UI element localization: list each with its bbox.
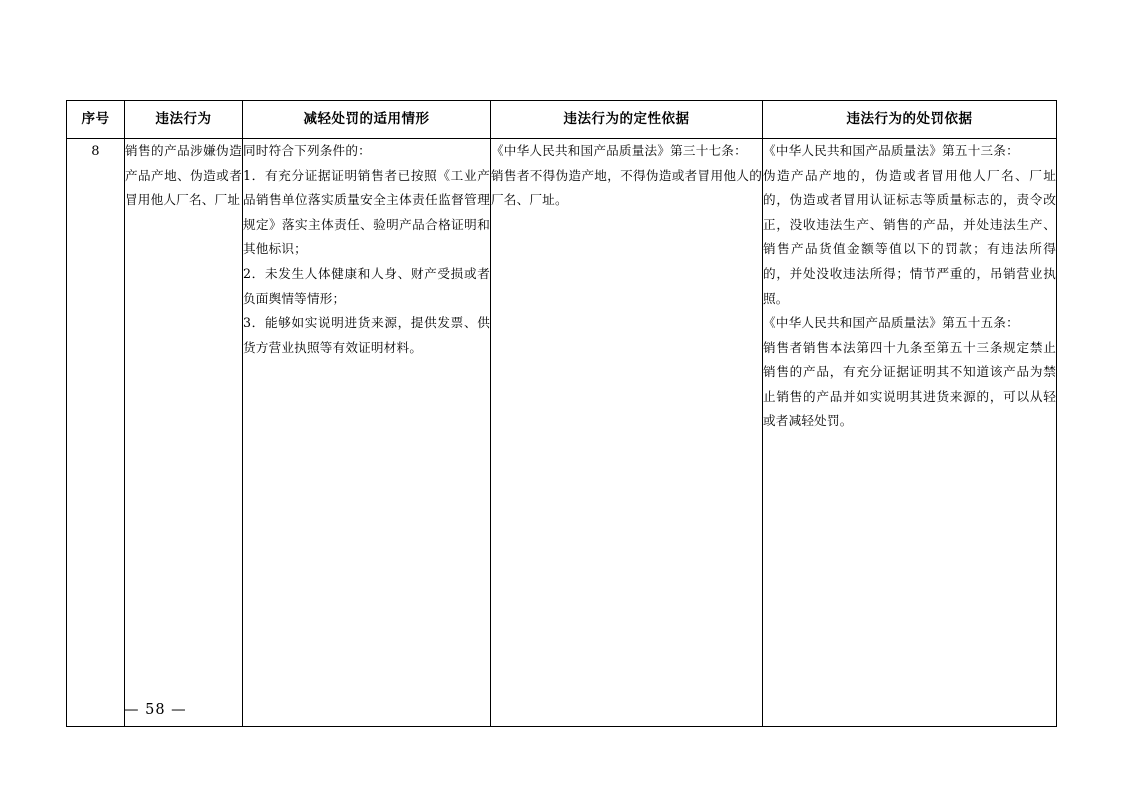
cell-mitigation-conditions: [243, 139, 491, 727]
penalty-text-53: 伪造产品产地的，伪造或者冒用他人厂名、厂址的，伪造或者冒用认证标志等质量标志的，责令改正，没收违法生产、销售的产品，并处违法生产、销售产品货值金额等值以下的罚款；有违法所得的，并处没收违法所得；情节严重的，吊销营业执照。: [763, 167, 1056, 306]
cell-sequence-number: 8: [67, 139, 125, 727]
penalty-text-55: 销售者销售本法第四十九条至第五十三条规定禁止销售的产品，有充分证据证明其不知道该产品为禁止销售的产品并如实说明其进货来源的，可以从轻或者减轻处罚。: [763, 339, 1056, 429]
qualification-article: 《中华人民共和国产品质量法》第三十七条：: [491, 143, 747, 159]
header-qualification-basis: 违法行为的定性依据: [491, 101, 763, 139]
penalty-article-55: 《中华人民共和国产品质量法》第五十五条：: [763, 315, 1019, 331]
violations-table: [66, 100, 1057, 727]
cell-penalty-basis: [763, 139, 1057, 727]
header-seq: 序号: [67, 101, 125, 139]
cell-qualification-basis: [491, 139, 763, 727]
condition-intro: 同时符合下列条件的：: [243, 143, 371, 159]
violation-text: 销售的产品涉嫌伪造产品产地、伪造或者冒用他人厂名、厂址: [125, 143, 242, 208]
condition-item-3: 3．能够如实说明进货来源，提供发票、供货方营业执照等有效证明材料。: [243, 315, 490, 355]
header-violation: 违法行为: [125, 101, 243, 139]
qualification-text: 销售者不得伪造产地，不得伪造或者冒用他人的厂名、厂址。: [491, 167, 762, 208]
header-penalty-basis: 违法行为的处罚依据: [763, 101, 1057, 139]
page-number: — 58 —: [124, 702, 187, 718]
cell-violation: [125, 139, 243, 727]
table-row: [67, 139, 1057, 727]
penalty-article-53: 《中华人民共和国产品质量法》第五十三条：: [763, 143, 1019, 159]
header-mitigation-conditions: 减轻处罚的适用情形: [243, 101, 491, 139]
condition-item-1: 1．有充分证据证明销售者已按照《工业产品销售单位落实质量安全主体责任监督管理规定》落实主体责任、验明产品合格证明和其他标识；: [243, 167, 490, 257]
condition-item-2: 2．未发生人体健康和人身、财产受损或者负面舆情等情形；: [243, 265, 490, 306]
table-header-row: [67, 101, 1057, 139]
